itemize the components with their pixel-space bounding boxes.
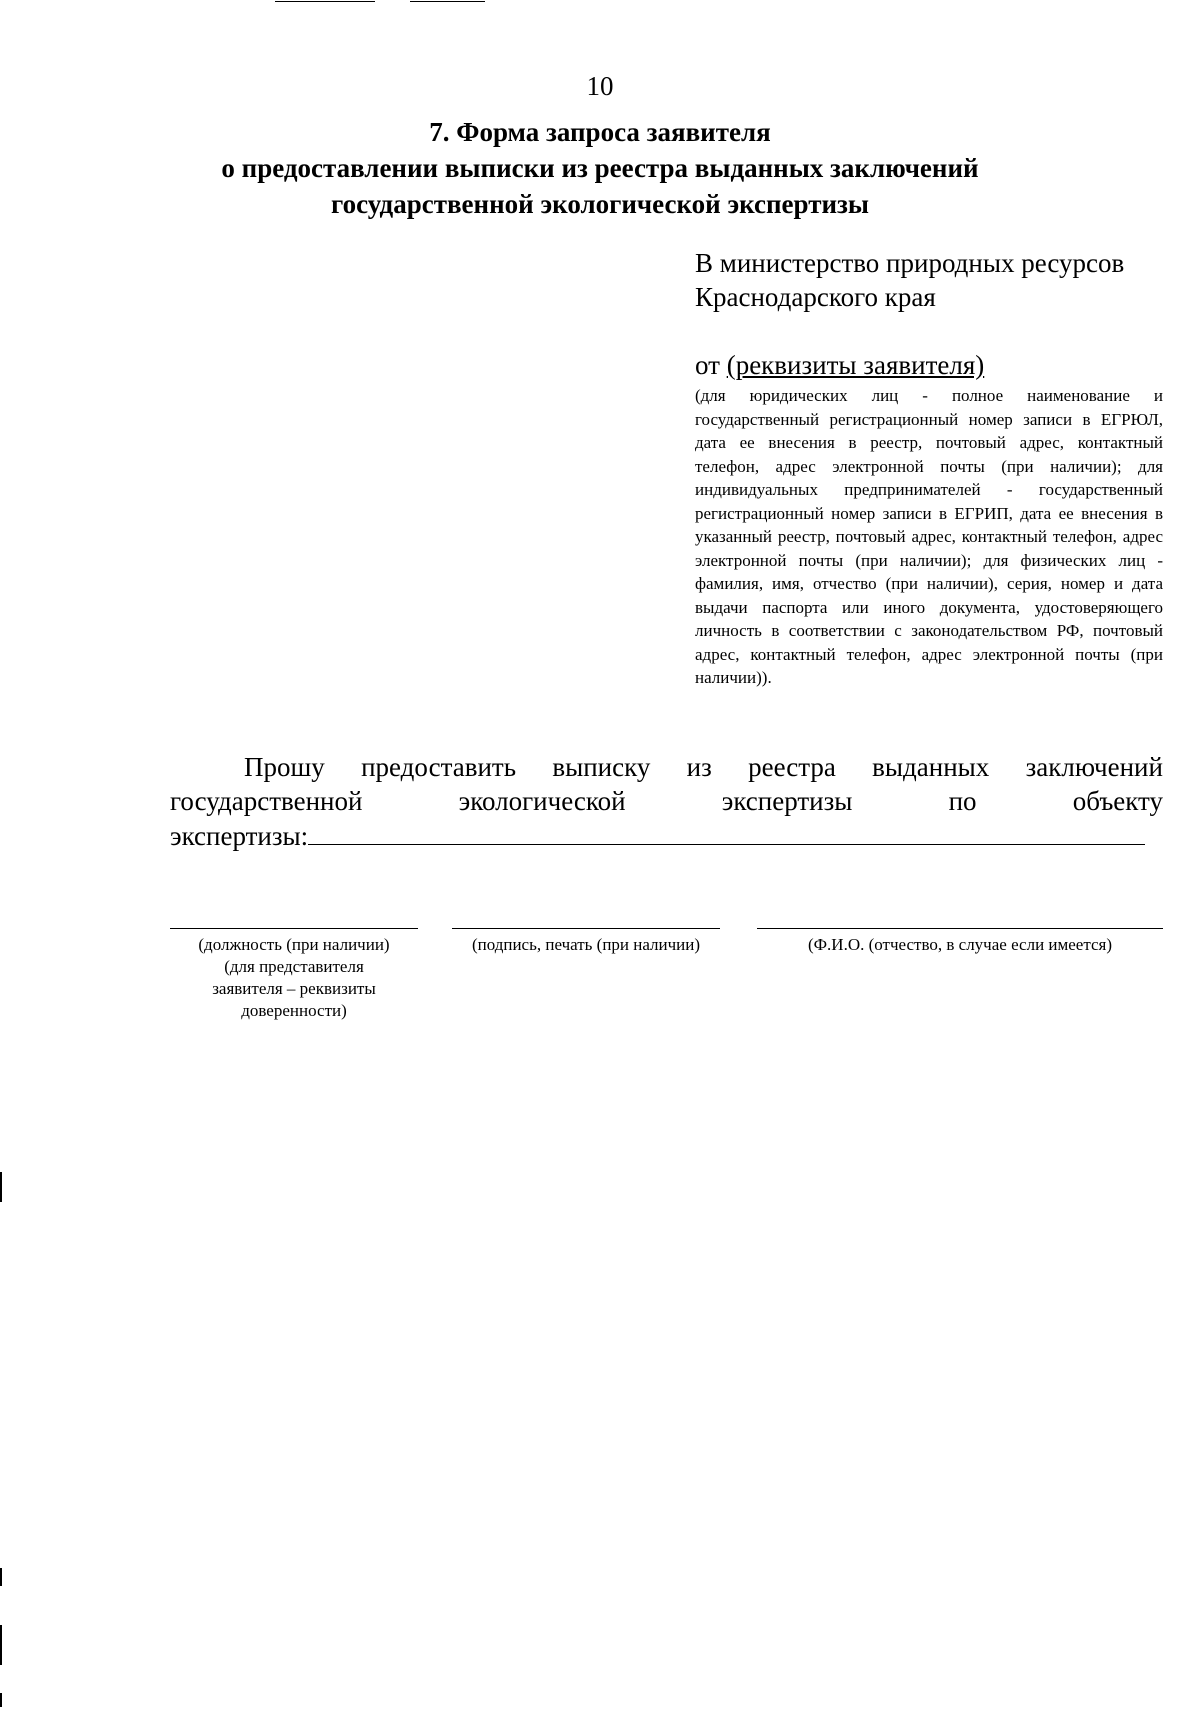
word: предоставить	[361, 752, 517, 782]
signature-line[interactable]	[452, 928, 720, 929]
title-line: 7. Форма запроса заявителя	[429, 117, 771, 147]
word: Прошу	[244, 752, 325, 782]
word: объекту	[1072, 786, 1163, 816]
scan-artifact-margin	[0, 1625, 2, 1665]
from-prefix: от	[695, 350, 720, 380]
addressee-block	[695, 246, 1175, 314]
requisites-note: (для юридических лиц - полное наименование и государственный регистрационный номер записи в ЕГРЮЛ, дата ее внесения в реестр, почтовый адрес, контактный телефон, адрес электронной почты (при наличии); для индивидуальных предпринимателей - государственный регистрационный номер записи в ЕГРИП, дата ее внесения в указанный реестр, почтовый адрес, контактный телефон, адрес электронной почты (при наличии); для физических лиц - фамилия, имя, отчество (при наличии), серия, номер и дата выдачи паспорта или иного документа, удостоверяющего личность в соответствии с законодательством РФ, почтовый адрес, контактный телефон, адрес электронной почты (при наличии)).	[695, 386, 1163, 687]
word: выданных	[872, 752, 990, 782]
word: реестра	[748, 752, 836, 782]
word: государственной	[170, 786, 363, 816]
page-number: 10	[586, 71, 614, 101]
word: экологической	[458, 786, 626, 816]
word: из	[686, 752, 712, 782]
expertise-object-label: экспертизы:	[170, 821, 309, 851]
caption-line: заявителя – реквизиты	[212, 979, 376, 998]
signature-caption: (подпись, печать (при наличии)	[471, 935, 701, 954]
position-signature-line[interactable]	[170, 928, 418, 929]
word: по	[948, 786, 977, 816]
word: заключений	[1025, 752, 1163, 782]
full-name-caption: (Ф.И.О. (отчество, в случае если имеется)	[807, 935, 1113, 954]
caption-line: (должность (при наличии)	[198, 935, 390, 954]
full-name-signature-line[interactable]	[757, 928, 1163, 929]
applicant-line	[695, 348, 1165, 382]
scan-artifact-top	[275, 1, 375, 2]
document-title	[100, 114, 1100, 222]
scan-artifact-margin	[0, 1172, 2, 1202]
request-line-1	[170, 750, 1163, 784]
request-paragraph	[170, 750, 1163, 853]
position-caption	[170, 934, 418, 1022]
expertise-object-field[interactable]	[308, 818, 1145, 845]
title-line: о предоставлении выписки из реестра выданных заключений	[221, 153, 979, 183]
word: выписку	[552, 752, 651, 782]
word: экспертизы	[721, 786, 853, 816]
request-line-3	[170, 818, 1163, 853]
applicant-requisites: (реквизиты заявителя)	[726, 350, 985, 380]
caption-line: (для представителя	[224, 957, 364, 976]
scan-artifact-margin	[0, 1568, 2, 1586]
addressee-line: Краснодарского края	[695, 282, 936, 312]
request-line-2	[170, 784, 1163, 818]
title-line: государственной экологической экспертизы	[331, 189, 869, 219]
scan-artifact-top	[410, 1, 485, 2]
addressee-line: В министерство природных ресурсов	[695, 248, 1125, 278]
caption-line: доверенности)	[241, 1001, 347, 1020]
scan-artifact-margin	[0, 1693, 2, 1707]
